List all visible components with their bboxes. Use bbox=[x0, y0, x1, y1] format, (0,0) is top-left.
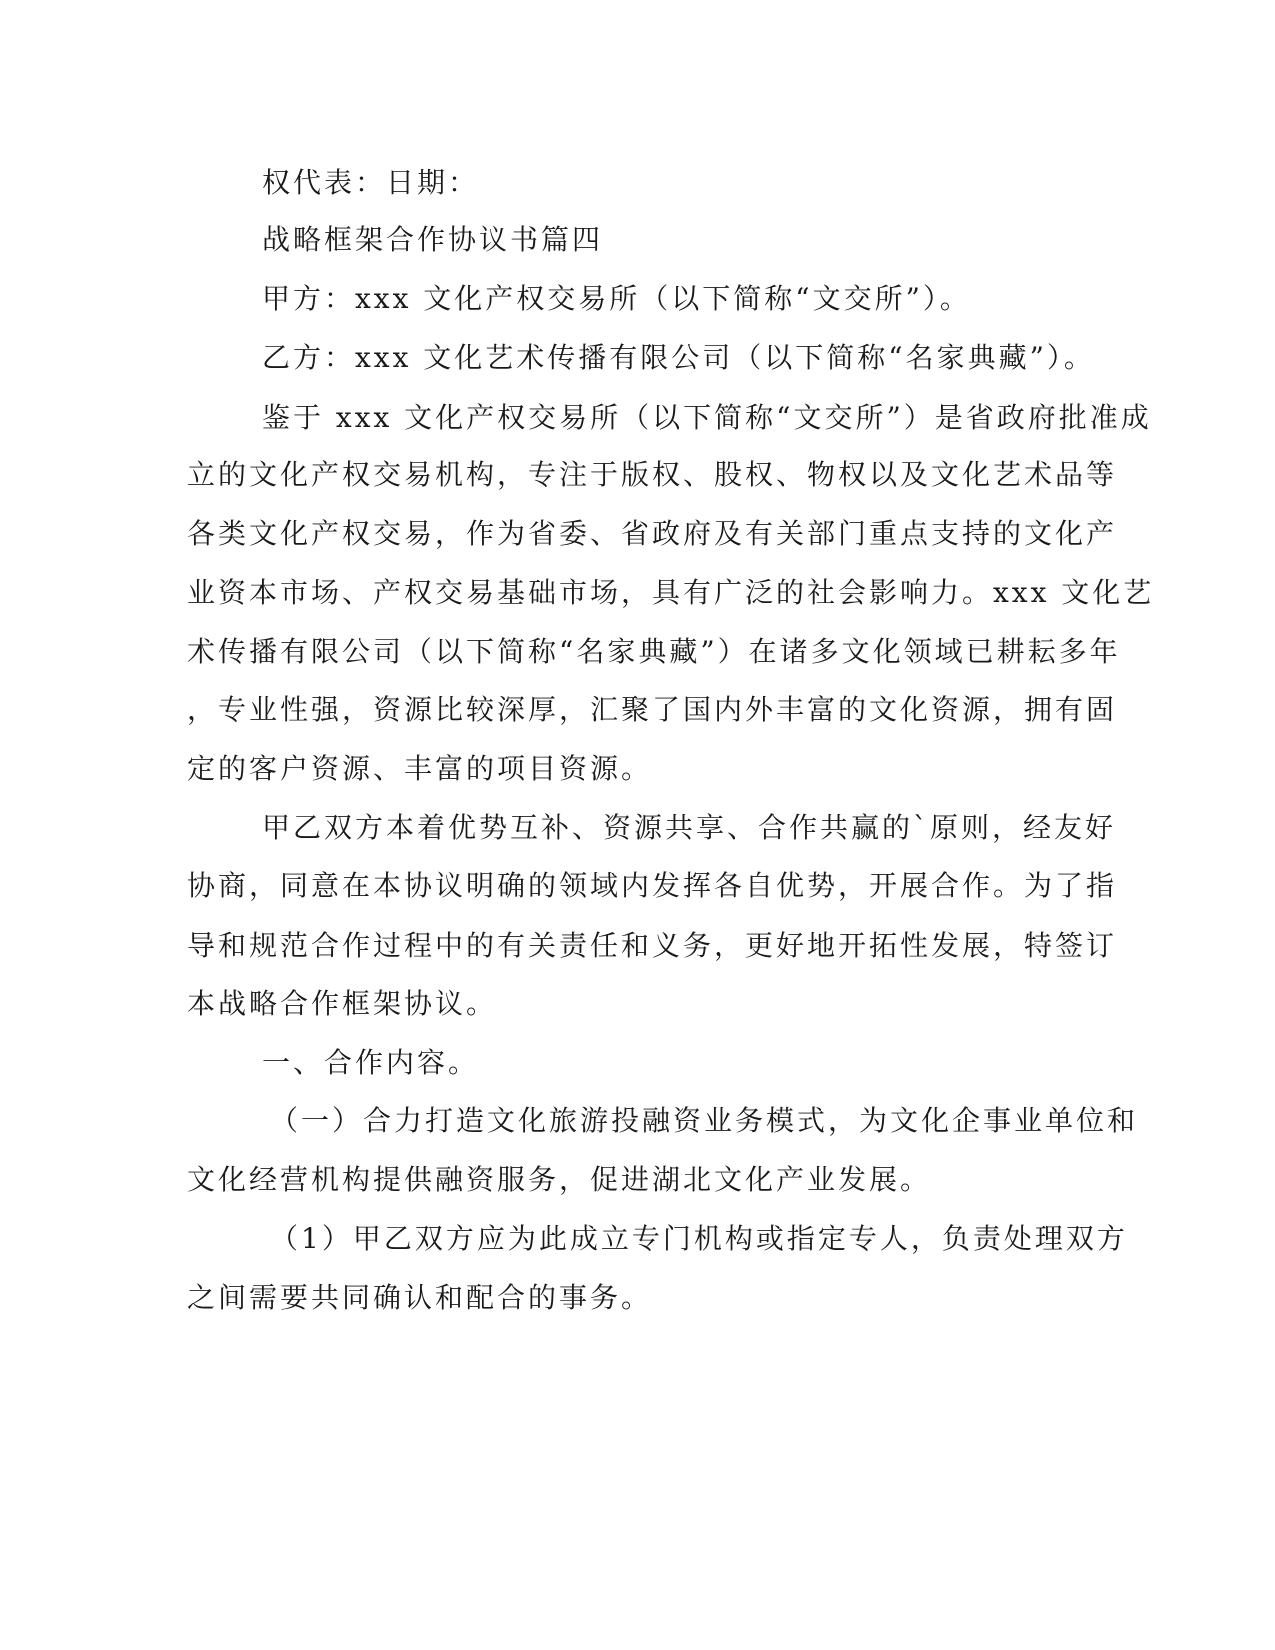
paragraph-line: 文化经营机构提供融资服务，促进湖北文化产业发展。 bbox=[187, 1163, 932, 1196]
paragraph-line: 各类文化产权交易，作为省委、省政府及有关部门重点支持的文化产 bbox=[187, 517, 1118, 550]
signature-date-line: 权代表：日期： bbox=[262, 166, 480, 199]
paragraph-line: （一）合力打造文化旅游投融资业务模式，为文化企事业单位和 bbox=[270, 1104, 1139, 1137]
paragraph-line: 导和规范合作过程中的有关责任和义务，更好地开拓性发展，特签订 bbox=[187, 929, 1118, 962]
heading-cooperation-content: 一、合作内容。 bbox=[262, 1046, 480, 1079]
paragraph-line: 之间需要共同确认和配合的事务。 bbox=[187, 1281, 653, 1314]
paragraph-line: 甲乙双方本着优势互补、资源共享、合作共赢的`原则，经友好 bbox=[262, 811, 1117, 844]
party-b-line: 乙方：xxx 文化艺术传播有限公司（以下简称“名家典藏”）。 bbox=[262, 341, 1095, 374]
paragraph-line: 术传播有限公司（以下简称“名家典藏”）在诸多文化领域已耕耘多年 bbox=[187, 635, 1121, 668]
paragraph-line: 定的客户资源、丰富的项目资源。 bbox=[187, 752, 653, 785]
paragraph-line: 业资本市场、产权交易基础市场，具有广泛的社会影响力。xxx 文化艺 bbox=[187, 576, 1155, 609]
paragraph-line: ，专业性强，资源比较深厚，汇聚了国内外丰富的文化资源，拥有固 bbox=[187, 693, 1118, 726]
paragraph-line: 立的文化产权交易机构，专注于版权、股权、物权以及文化艺术品等 bbox=[187, 458, 1118, 491]
party-a-line: 甲方：xxx 文化产权交易所（以下简称“文交所”）。 bbox=[262, 282, 971, 315]
paragraph-line: 协商，同意在本协议明确的领域内发挥各自优势，开展合作。为了指 bbox=[187, 869, 1118, 902]
paragraph-line: 本战略合作框架协议。 bbox=[187, 987, 498, 1020]
paragraph-line: （1）甲乙双方应为此成立专门机构或指定专人，负责处理双方 bbox=[270, 1222, 1128, 1255]
section-title: 战略框架合作协议书篇四 bbox=[262, 223, 604, 256]
paragraph-line: 鉴于 xxx 文化产权交易所（以下简称“文交所”）是省政府批准成 bbox=[262, 401, 1152, 434]
